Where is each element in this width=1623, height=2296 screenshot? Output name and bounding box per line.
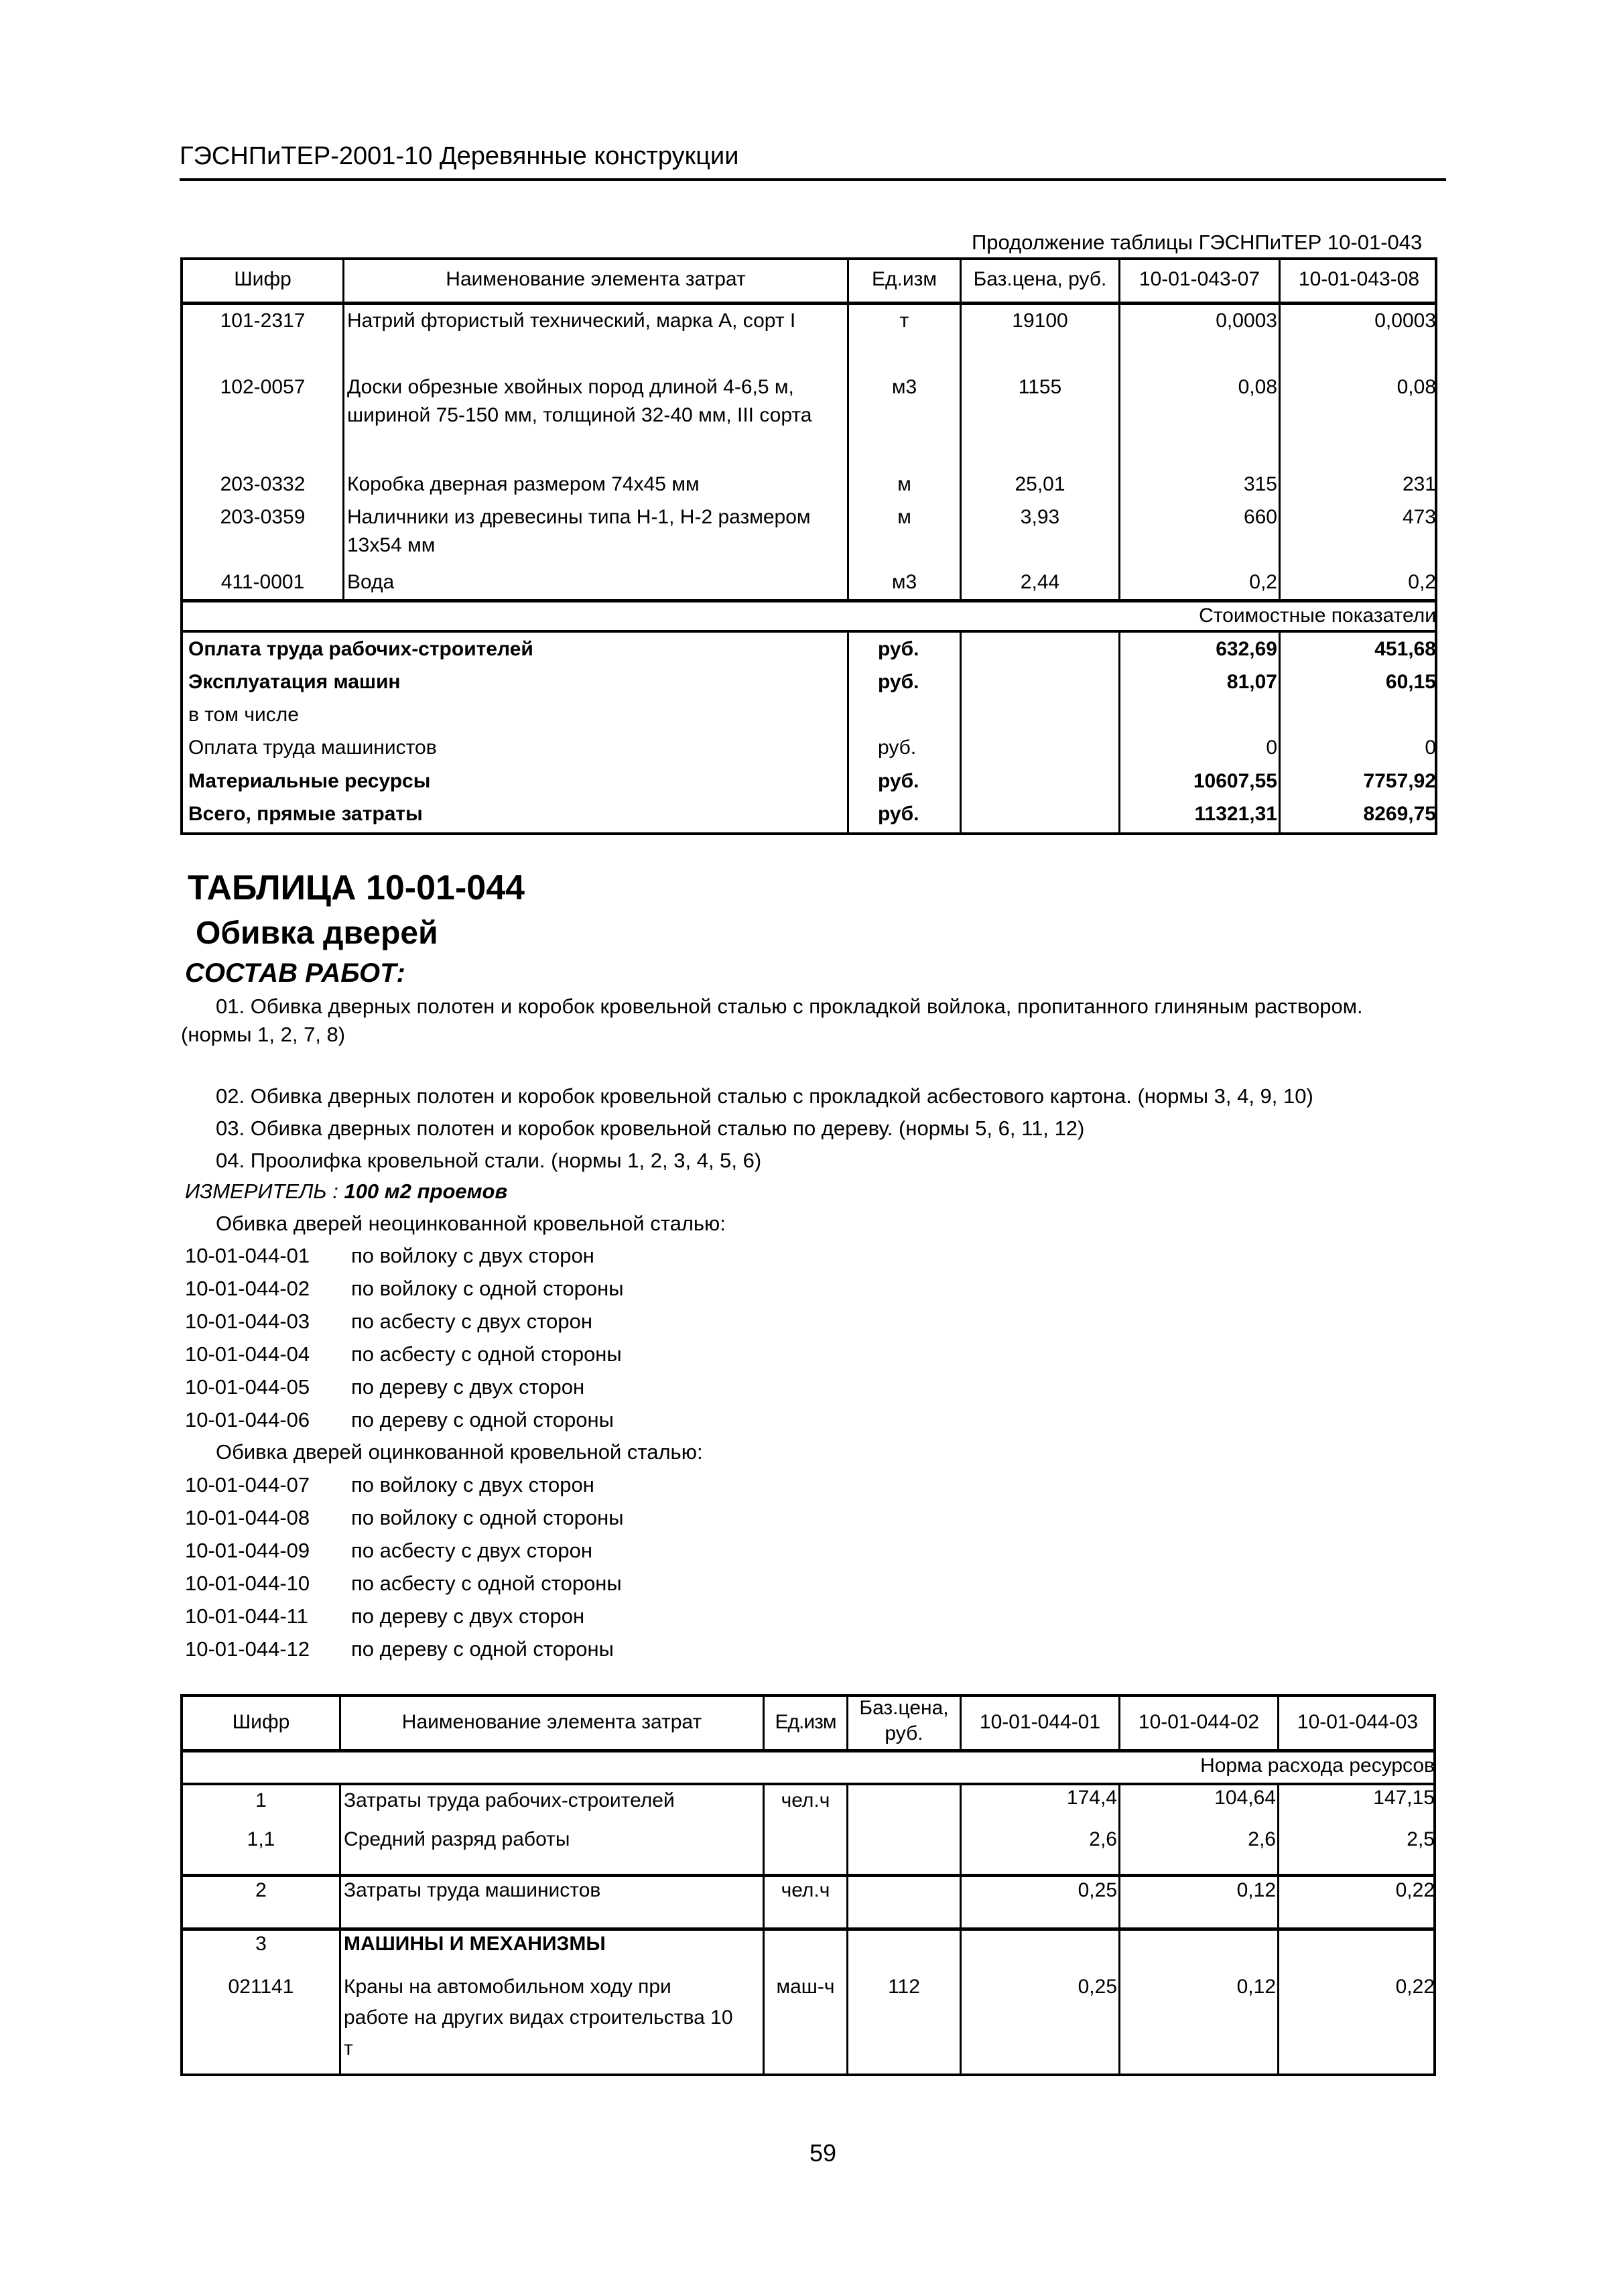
row-price: 112 [888, 1976, 920, 1998]
norm-desc: по дереву с одной стороны [351, 1637, 614, 1661]
norm-desc: по войлоку с двух сторон [351, 1244, 594, 1267]
work-item-continued: (нормы 1, 2, 7, 8) [181, 1023, 346, 1046]
norm-desc: по дереву с двух сторон [351, 1604, 585, 1628]
row-unit: м3 [891, 376, 917, 398]
norm-code: 10-01-044-11 [185, 1604, 308, 1628]
row-value-3: 0,22 [1395, 1879, 1435, 1901]
row-value-2: 0,12 [1236, 1879, 1276, 1901]
section-title: ТАБЛИЦА 10-01-044 [188, 869, 525, 907]
row-name: Коробка дверная размером 74х45 мм [347, 473, 700, 495]
norm-code: 10-01-044-03 [185, 1310, 310, 1333]
summary-label: Эксплуатация машин [188, 671, 401, 693]
summary-value-2: 8269,75 [1363, 803, 1436, 825]
row-value-1: 0,25 [1078, 1976, 1117, 1998]
summary-unit: руб. [878, 671, 919, 693]
table2-header-price-line2: руб. [885, 1722, 923, 1744]
row-value-2: 0,2 [1408, 571, 1436, 593]
row-value-1: 174,4 [1066, 1787, 1117, 1809]
row-value-2: 473 [1402, 506, 1436, 528]
row-value-1: 315 [1243, 473, 1277, 495]
table2-col-divider [339, 1784, 341, 2076]
table2-header-name: Наименование элемента затрат [401, 1711, 702, 1733]
page-header: ГЭСНПиТЕР-2001-10 Деревянные конструкции [180, 142, 739, 170]
norm-desc: по войлоку с одной стороны [351, 1506, 624, 1529]
summary-value-1: 11321,31 [1194, 803, 1277, 825]
row-name: Затраты труда машинистов [344, 1879, 601, 1901]
row-value-3: 2,5 [1407, 1828, 1435, 1850]
row-code: 1,1 [247, 1828, 275, 1850]
norm-desc: по асбесту с одной стороны [351, 1572, 622, 1595]
row-value-2: 0,08 [1397, 376, 1436, 398]
norm-code: 10-01-044-12 [185, 1637, 310, 1661]
row-unit: чел.ч [781, 1879, 830, 1901]
row-name-line3: т [344, 2037, 353, 2059]
summary-value-1: 81,07 [1226, 671, 1277, 693]
row-name: Затраты труда рабочих-строителей [344, 1789, 675, 1811]
row-name-line2: 13х54 мм [347, 534, 436, 556]
summary-unit: руб. [878, 737, 917, 759]
row-code: 203-0359 [220, 506, 306, 528]
row-price: 25,01 [1015, 473, 1065, 495]
table1-header-col1: 10-01-043-07 [1139, 268, 1260, 290]
norm-code: 10-01-044-10 [185, 1572, 310, 1595]
measure-value: 100 м2 проемов [344, 1179, 508, 1203]
table1-col-divider [847, 630, 849, 835]
table1-section-label: Стоимостные показатели [1199, 604, 1436, 627]
summary-value-1: 0 [1266, 737, 1277, 759]
summary-label: Материальные ресурсы [188, 770, 431, 792]
row-price: 19100 [1012, 310, 1068, 332]
row-value-1: 0,25 [1078, 1879, 1117, 1901]
row-value-1: 0,08 [1238, 376, 1277, 398]
work-item: 04. Проолифка кровельной стали. (нормы 1, 2, 3, 4, 5, 6) [216, 1149, 762, 1172]
summary-unit: руб. [878, 638, 919, 660]
row-code: 411-0001 [220, 571, 305, 593]
norm-desc: по дереву с одной стороны [351, 1408, 614, 1431]
row-name: Натрий фтористый технический, марка А, сорт I [347, 310, 796, 332]
row-unit: чел.ч [781, 1789, 830, 1811]
measure-label: ИЗМЕРИТЕЛЬ : [185, 1179, 338, 1203]
row-price: 2,44 [1020, 571, 1060, 593]
row-unit: маш-ч [776, 1976, 835, 1998]
norm-code: 10-01-044-09 [185, 1539, 310, 1562]
table1-col-divider [960, 630, 962, 835]
work-heading: СОСТАВ РАБОТ: [185, 958, 405, 988]
table2-header-col2: 10-01-044-02 [1138, 1711, 1260, 1733]
norm-code: 10-01-044-02 [185, 1277, 310, 1300]
summary-unit: руб. [878, 770, 919, 792]
summary-unit: руб. [878, 803, 919, 825]
table1-caption: Продолжение таблицы ГЭСНПиТЕР 10-01-043 [972, 231, 1423, 254]
row-value-1: 0,2 [1249, 571, 1277, 593]
row-name-line1: Наличники из древесины типа Н-1, Н-2 размером [347, 506, 811, 528]
row-value-2: 2,6 [1248, 1828, 1276, 1850]
row-value-1: 660 [1243, 506, 1277, 528]
table2-header-col3: 10-01-044-03 [1297, 1711, 1419, 1733]
row-name-line2: шириной 75-150 мм, толщиной 32-40 мм, III сорта [347, 404, 812, 426]
group1-title: Обивка дверей неоцинкованной кровельной сталью: [216, 1212, 726, 1235]
table1-header-price: Баз.цена, руб. [973, 268, 1107, 290]
row-code: 102-0057 [220, 376, 306, 398]
summary-value-2: 451,68 [1374, 638, 1436, 660]
work-item: 01. Обивка дверных полотен и коробок кровельной сталью с прокладкой войлока, пропитанного глиняным раствором. [216, 995, 1363, 1018]
row-value-2: 0,0003 [1374, 310, 1436, 332]
row-value-2: 0,12 [1236, 1976, 1276, 1998]
summary-label: Всего, прямые затраты [188, 803, 423, 825]
summary-label: в том числе [188, 704, 299, 726]
row-value-1: 2,6 [1089, 1828, 1117, 1850]
norm-desc: по дереву с двух сторон [351, 1375, 585, 1399]
table2-col-divider [763, 1784, 765, 2076]
row-unit: м [897, 473, 911, 495]
row-unit: м [897, 506, 911, 528]
norm-desc: по войлоку с одной стороны [351, 1277, 624, 1300]
table1-summary-rule [180, 630, 1437, 633]
header-rule [180, 178, 1446, 181]
row-code: 203-0332 [220, 473, 306, 495]
table2-header-price-line1: Баз.цена, [859, 1697, 949, 1719]
row-code: 2 [255, 1879, 267, 1901]
summary-label: Оплата труда рабочих-строителей [188, 638, 533, 660]
summary-value-2: 7757,92 [1363, 770, 1436, 792]
work-item: 02. Обивка дверных полотен и коробок кровельной сталью с прокладкой асбестового картона. (нормы 3, 4, 9, 10) [216, 1084, 1313, 1108]
norm-desc: по войлоку с двух сторон [351, 1473, 594, 1496]
norm-code: 10-01-044-07 [185, 1473, 310, 1496]
norm-code: 10-01-044-04 [185, 1342, 310, 1366]
row-name-line2: работе на других видах строительства 10 [344, 2006, 733, 2029]
page-number: 59 [809, 2139, 837, 2167]
table2-header-unit: Ед.изм [775, 1711, 836, 1733]
row-price: 3,93 [1020, 506, 1060, 528]
row-value-2: 231 [1402, 473, 1436, 495]
norm-desc: по асбесту с двух сторон [351, 1310, 592, 1333]
work-item: 03. Обивка дверных полотен и коробок кровельной сталью по дереву. (нормы 5, 6, 11, 12) [216, 1117, 1085, 1140]
row-value-3: 0,22 [1395, 1976, 1435, 1998]
row-name-line1: Доски обрезные хвойных пород длиной 4-6,5 м, [347, 376, 794, 398]
row-code: 3 [255, 1933, 267, 1955]
section-subtitle: Обивка дверей [196, 915, 438, 951]
norm-code: 10-01-044-08 [185, 1506, 310, 1529]
summary-value-1: 632,69 [1216, 638, 1277, 660]
row-value-2: 104,64 [1214, 1787, 1276, 1809]
table1-col-divider [342, 257, 344, 600]
norm-desc: по асбесту с одной стороны [351, 1342, 622, 1366]
row-code: 021141 [228, 1976, 294, 1998]
summary-value-2: 0 [1425, 737, 1436, 759]
measure-line [185, 1179, 507, 1204]
row-unit: т [899, 310, 909, 332]
table1-header-code: Шифр [234, 268, 291, 290]
table2-section-label: Норма расхода ресурсов [1200, 1755, 1435, 1777]
table1-header-unit: Ед.изм [872, 268, 937, 290]
table2-col-divider [846, 1784, 848, 2076]
norm-desc: по асбесту с двух сторон [351, 1539, 592, 1562]
summary-label: Оплата труда машинистов [188, 737, 437, 759]
row-code: 101-2317 [220, 310, 306, 332]
group2-title: Обивка дверей оцинкованной кровельной сталью: [216, 1440, 703, 1464]
table1-header-rule [180, 302, 1437, 305]
row-unit: м3 [891, 571, 917, 593]
norm-code: 10-01-044-05 [185, 1375, 310, 1399]
summary-value-2: 60,15 [1385, 671, 1436, 693]
row-price: 1155 [1018, 376, 1062, 398]
table1-header-col2: 10-01-043-08 [1298, 268, 1420, 290]
row-name: МАШИНЫ И МЕХАНИЗМЫ [344, 1933, 606, 1955]
table1-header-name: Наименование элемента затрат [446, 268, 746, 290]
row-name-line1: Краны на автомобильном ходу при [344, 1976, 671, 1998]
norm-code: 10-01-044-06 [185, 1408, 310, 1431]
summary-value-1: 10607,55 [1193, 770, 1277, 792]
row-value-1: 0,0003 [1216, 310, 1277, 332]
row-code: 1 [255, 1789, 267, 1811]
table2-header-col1: 10-01-044-01 [979, 1711, 1101, 1733]
row-name: Вода [347, 571, 395, 593]
table2-header-code: Шифр [232, 1711, 290, 1733]
row-name: Средний разряд работы [344, 1828, 570, 1850]
norm-code: 10-01-044-01 [185, 1244, 310, 1267]
row-value-3: 147,15 [1373, 1787, 1435, 1809]
